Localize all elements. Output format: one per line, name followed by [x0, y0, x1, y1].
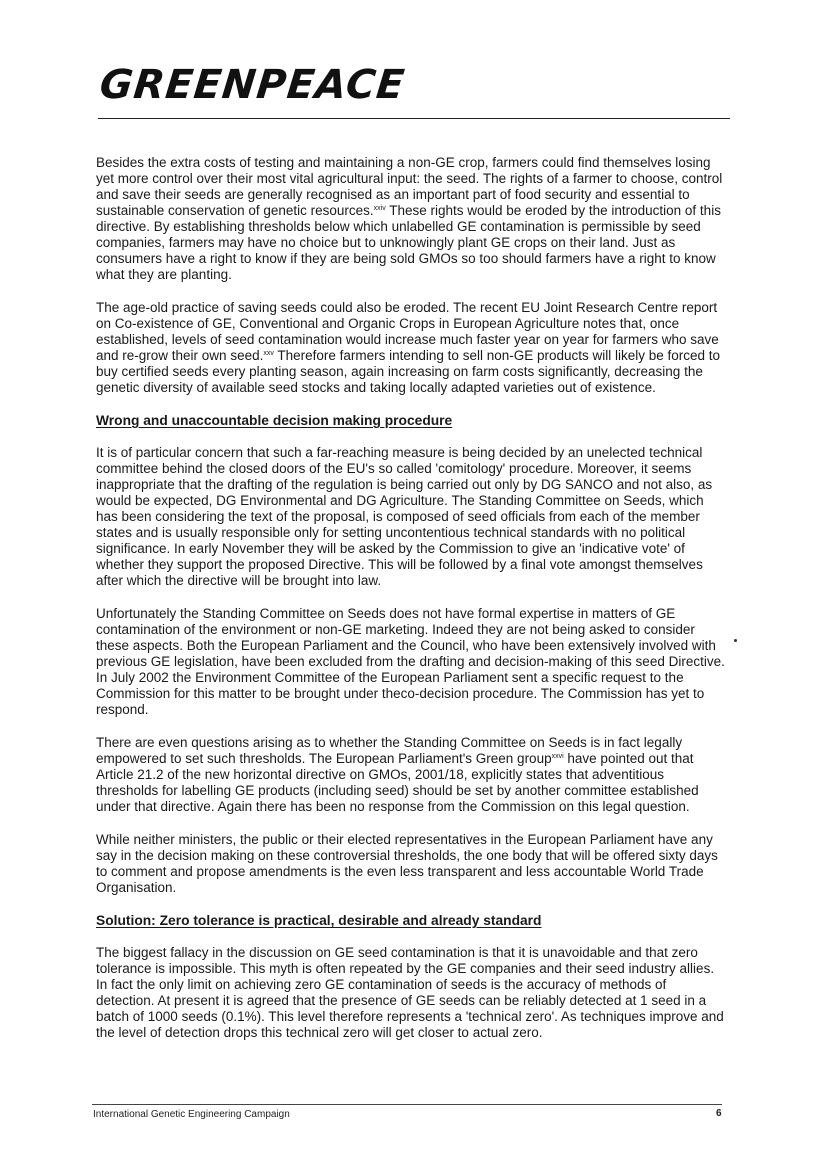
header-divider: [98, 118, 730, 119]
paragraph-seed-rights: [96, 155, 728, 283]
paragraph-zero-tolerance: The biggest fallacy in the discussion on GE seed contamination is that it is unavoidable and that zero tolerance is impossible. This myth is often repeated by the GE companies and their seed industry allies. In fact the only limit on achieving zero GE contamination of seeds is the accuracy of methods of detection. At present it is agreed that the presence of GE seeds can be reliably detected at 1 seed in a batch of 1000 seeds (0.1%). This level therefore represents a 'technical zero'. As techniques improve and the level of detection drops this technical zero will get closer to actual zero.: [96, 945, 724, 1040]
footnote-ref: xxvi: [551, 753, 564, 760]
paragraph-standing-committee: Unfortunately the Standing Committee on Seeds does not have formal expertise in matters of GE contamination of the environment or non-GE marketing. Indeed they are not being asked to consider these aspects. Both the European Parliament and the Council, who have been extensively involved with previous GE legislation, have been excluded from the drafting and decision-making of this seed Directive. In July 2002 the Environment Committee of the European Parliament sent a specific request to the Commission for this matter to be brought under theco-decision procedure. The Commission has yet to respond.: [96, 606, 725, 717]
paragraph-text: There are even questions arising as to whether the Standing Committee on Seeds is in fact legally empowered to set such thresholds. The European Parliament's Green group: [96, 735, 683, 766]
footer-campaign-name: International Genetic Engineering Campaign: [93, 1109, 290, 1120]
footnote-ref: xxv: [263, 350, 274, 357]
section-heading-solution: Solution: Zero tolerance is practical, desirable and already standard: [96, 913, 542, 928]
paragraph-text: These rights would be eroded by the introduction of this directive. By establishing thresholds below which unlabelled GE contamination is permissible by seed companies, farmers may have no choice but to unknowingly plant GE crops on their land. Just as consumers have a right to know if they are being sold GMOs so too should farmers have a right to know what they are planting.: [96, 203, 721, 282]
paragraph-text: Besides the extra costs of testing and maintaining a non-GE crop, farmers could find themselves losing yet more control over their most vital agricultural input: the seed. The rights of a farmer to choose, control and save their seeds are generally recognised as an important part of food security and essential to sustainable conservation of genetic resources.: [96, 155, 723, 218]
footer-divider: [92, 1104, 722, 1105]
paragraph-seed-saving: [96, 300, 728, 396]
paragraph-wto: While neither ministers, the public or their elected representatives in the European Parliament have any say in the decision making on these controversial thresholds, the one body that will be offered sixty days to comment and propose amendments is the even less transparent and less accountable World Trade Organisation.: [96, 832, 718, 895]
paragraph-legal-question: [96, 735, 728, 815]
scan-mark: [734, 639, 737, 642]
paragraph-text: The age-old practice of saving seeds could also be eroded. The recent EU Joint Research Centre report on Co-existence of GE, Conventional and Organic Crops in European Agriculture notes that, once established, levels of seed contamination would increase much faster year on year for farmers who save and re-grow their own seed.: [96, 300, 719, 363]
page-number: 6: [716, 1108, 722, 1119]
paragraph-text: have pointed out that Article 21.2 of the new horizontal directive on GMOs, 2001/18, explicitly states that adventitious thresholds for labelling GE products (including seed) should be set by another committee established under that directive. Again there has been no response from the Commission on this legal question.: [96, 751, 699, 814]
paragraph-comitology: It is of particular concern that such a far-reaching measure is being decided by an unelected technical committee behind the closed doors of the EU's so called 'comitology' procedure. Moreover, it seems inappropriate that the drafting of the regulation is being carried out only by DG SANCO and not also, as would be expected, DG Environmental and DG Agriculture. The Standing Committee on Seeds, which has been considering the text of the proposal, is composed of seed officials from each of the member states and is usually responsible only for setting uncontentious technical standards with no political significance. In early November they will be asked by the Commission to give an 'indicative vote' of whether they support the proposed Directive. This will be followed by a final vote amongst themselves after which the directive will be brought into law.: [96, 445, 713, 588]
greenpeace-logo: GREENPEACE: [97, 62, 408, 108]
paragraph-text: Therefore farmers intending to sell non-GE products will likely be forced to buy certified seeds every planting season, again increasing on farm costs significantly, decreasing the genetic diversity of available seed stocks and taking locally adapted varieties out of existence.: [96, 348, 721, 395]
section-heading-procedure: Wrong and unaccountable decision making procedure: [96, 413, 453, 428]
footnote-ref: xxiv: [373, 205, 386, 212]
document-body: [96, 155, 728, 1058]
